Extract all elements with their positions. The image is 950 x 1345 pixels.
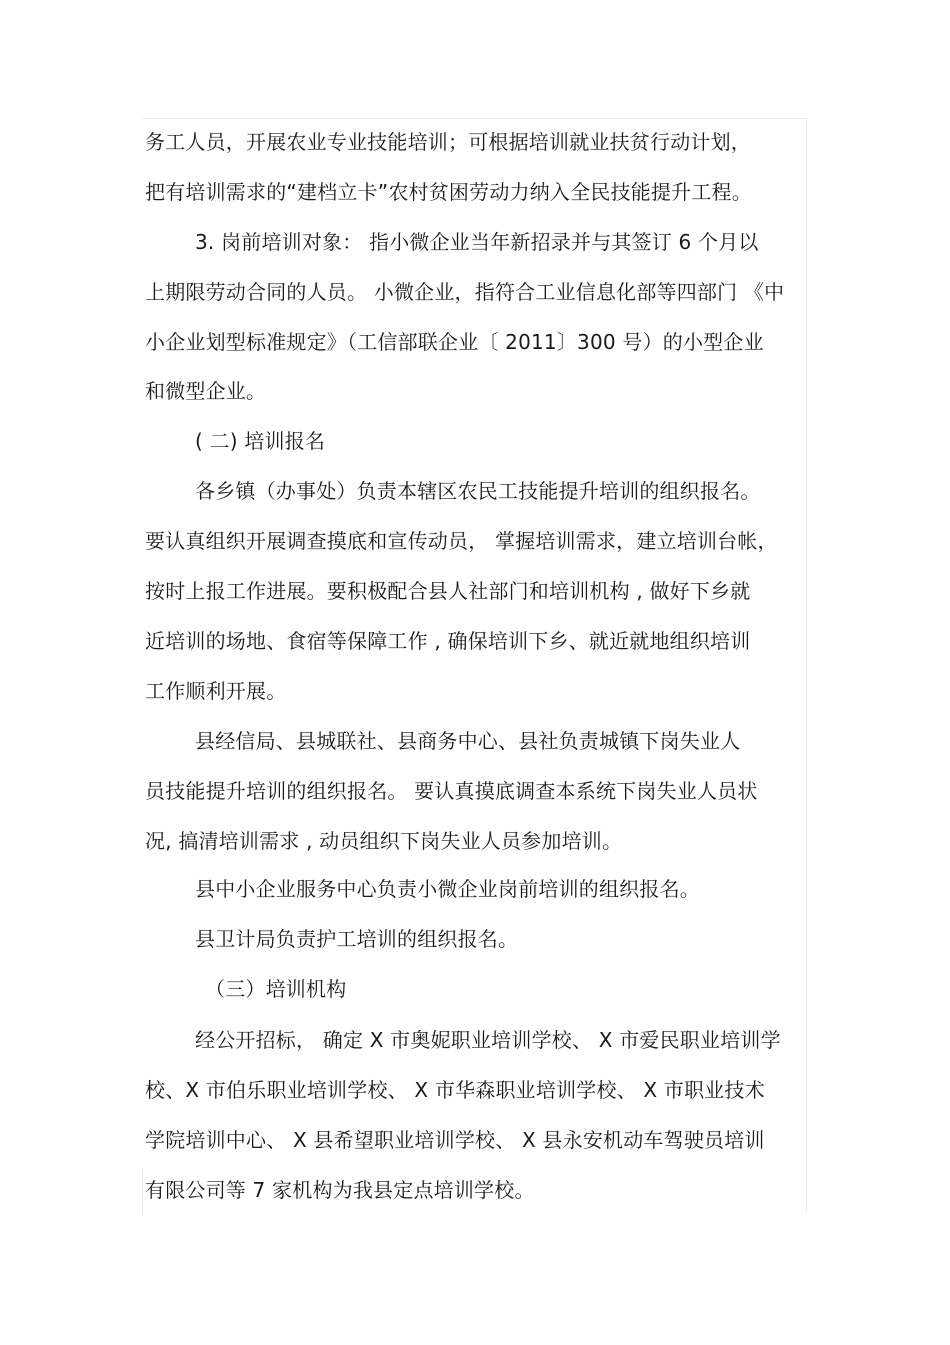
text-line: 把有培训需求的“建档立卡”农村贫困劳动力纳入全民技能提升工程。 <box>145 180 752 204</box>
text-line: 有限公司等 7 家机构为我县定点培训学校。 <box>145 1178 535 1202</box>
text-line: 工作顺利开展。 <box>145 679 287 703</box>
text-line: 县卫计局负责护工培训的组织报名。 <box>195 927 519 951</box>
text-line: 况, 搞清培训需求 , 动员组织下岗失业人员参加培训。 <box>145 829 623 853</box>
text-line: 按时上报工作进展。要积极配合县人社部门和培训机构 , 做好下乡就 <box>145 579 751 603</box>
text-line: 经公开招标， 确定 X 市奥妮职业培训学校、 X 市爱民职业培训学 <box>195 1028 781 1052</box>
text-line: 县经信局、县城联社、县商务中心、县社负责城镇下岗失业人 <box>195 729 741 753</box>
text-line: 县中小企业服务中心负责小微企业岗前培训的组织报名。 <box>195 877 700 901</box>
text-line: 校、X 市伯乐职业培训学校、 X 市华森职业培训学校、 X 市职业技术 <box>145 1078 765 1102</box>
text-line: 近培训的场地、食宿等保障工作 , 确保培训下乡、就近就地组织培训 <box>145 629 751 653</box>
text-line: 3. 岗前培训对象： 指小微企业当年新招录并与其签订 6 个月以 <box>195 230 759 254</box>
text-line: 上期限劳动合同的人员。 小微企业，指符合工业信息化部等四部门 《中 <box>145 280 785 304</box>
text-line: 和微型企业。 <box>145 379 267 403</box>
text-line: 务工人员，开展农业专业技能培训；可根据培训就业扶贫行动计划， <box>145 130 751 154</box>
section-heading: ( 二) 培训报名 <box>195 429 326 453</box>
text-line: 学院培训中心、 X 县希望职业培训学校、 X 县永安机动车驾驶员培训 <box>145 1128 765 1152</box>
section-heading: （三）培训机构 <box>205 977 347 1001</box>
text-line: 小企业划型标准规定》（工信部联企业〔 2011〕300 号）的小型企业 <box>145 330 764 354</box>
text-line: 各乡镇（办事处）负责本辖区农民工技能提升培训的组织报名。 <box>195 479 761 503</box>
text-line: 要认真组织开展调查摸底和宣传动员， 掌握培训需求，建立培训台帐， <box>145 529 778 553</box>
text-line: 员技能提升培训的组织报名。 要认真摸底调查本系统下岗失业人员状 <box>145 779 758 803</box>
